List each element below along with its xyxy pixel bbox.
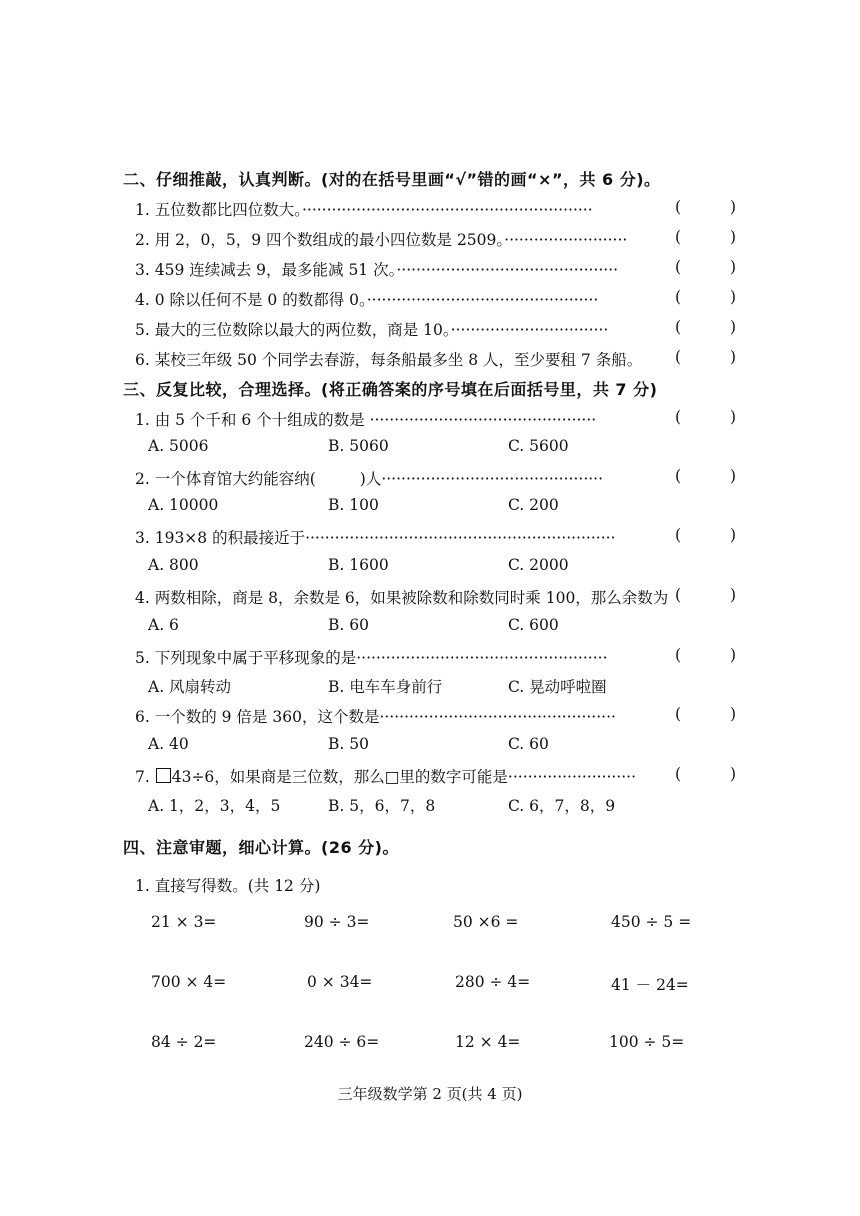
answer-paren-left: ( <box>675 467 682 485</box>
question-text: 1. 由 5 个千和 6 个十组成的数是 ·············································· <box>135 411 597 429</box>
section4-sub1: 1. 直接写得数。(共 12 分) <box>135 877 321 895</box>
section3-title: 三、反复比较，合理选择。(将正确答案的序号填在后面括号里，共 7 分) <box>123 380 658 399</box>
option-c: C. 晃动呼啦圈 <box>508 678 607 696</box>
choice-question-5 <box>135 646 737 670</box>
choice-options-3 <box>148 556 748 580</box>
option-c: C. 5600 <box>508 437 569 455</box>
question-text <box>135 467 603 489</box>
answer-paren-right: ) <box>730 526 737 544</box>
calc-item: 240 ÷ 6= <box>304 1033 380 1051</box>
choice-question-7 <box>135 765 737 789</box>
option-c: C. 200 <box>508 496 559 514</box>
blank-box-icon <box>156 768 171 783</box>
option-c: C. 2000 <box>508 556 569 574</box>
choice-question-3 <box>135 526 737 550</box>
answer-paren-left: ( <box>675 408 682 426</box>
choice-options-2 <box>148 496 748 520</box>
question-text-post: )人············································· <box>359 470 604 488</box>
option-a: A. 800 <box>148 556 199 574</box>
question-text: 3. 193×8 的积最接近于······························································· <box>135 529 616 547</box>
answer-paren-right: ) <box>730 705 737 723</box>
calc-item: 21 × 3= <box>151 913 217 931</box>
calc-item: 0 × 34= <box>307 973 373 991</box>
judge-item-text: 5. 最大的三位数除以最大的两位数，商是 10。································ <box>135 321 609 339</box>
judge-item-text: 1. 五位数都比四位数大。··························································· <box>135 201 593 219</box>
calc-item: 90 ÷ 3= <box>304 913 370 931</box>
answer-paren-right: ) <box>730 646 737 664</box>
choice-options-5 <box>148 675 748 699</box>
option-a: A. 1，2，3，4，5 <box>148 797 281 815</box>
option-a: A. 10000 <box>148 496 219 514</box>
answer-paren-right: ) <box>730 258 737 276</box>
option-a: A. 风扇转动 <box>148 678 232 696</box>
judge-item-5 <box>135 318 737 342</box>
question-text-post: 43÷6，如果商是三位数，那么□里的数字可能是·························· <box>171 768 637 786</box>
question-text <box>135 765 636 787</box>
choice-question-2 <box>135 467 737 491</box>
answer-paren-right: ) <box>730 765 737 783</box>
choice-question-1 <box>135 408 737 432</box>
judge-item-text: 2. 用 2，0，5，9 四个数组成的最小四位数是 2509。························· <box>135 231 628 249</box>
option-b: B. 100 <box>328 496 379 514</box>
calc-item: 50 ×6 = <box>453 913 519 931</box>
judge-item-text: 4. 0 除以任何不是 0 的数都得 0。··············································· <box>135 291 599 309</box>
question-text: 4. 两数相除，商是 8，余数是 6，如果被除数和除数同时乘 100，那么余数为 <box>135 589 669 607</box>
answer-paren-left: ( <box>675 198 682 216</box>
answer-paren-right: ) <box>730 348 737 366</box>
option-b: B. 1600 <box>328 556 389 574</box>
answer-paren-right: ) <box>730 467 737 485</box>
calc-item: 450 ÷ 5 = <box>611 913 692 931</box>
option-b: B. 5060 <box>328 437 389 455</box>
option-a: A. 5006 <box>148 437 209 455</box>
answer-paren-right: ) <box>730 198 737 216</box>
question-text-pre: 2. 一个体育馆大约能容纳( <box>135 470 316 488</box>
answer-paren-left: ( <box>675 586 682 604</box>
page-footer: 三年级数学第 2 页(共 4 页) <box>337 1085 523 1103</box>
answer-paren-left: ( <box>675 348 682 366</box>
calc-item: 280 ÷ 4= <box>455 973 531 991</box>
answer-paren-left: ( <box>675 526 682 544</box>
question-text-pre: 7. <box>135 768 155 786</box>
option-b: B. 50 <box>328 735 369 753</box>
answer-paren-right: ) <box>730 408 737 426</box>
answer-paren-left: ( <box>675 288 682 306</box>
choice-options-6 <box>148 735 748 759</box>
calc-item: 100 ÷ 5= <box>609 1033 685 1051</box>
option-a: A. 6 <box>148 616 179 634</box>
calc-item: 41 － 24= <box>611 976 689 994</box>
calc-item: 700 × 4= <box>151 973 227 991</box>
option-c: C. 600 <box>508 616 559 634</box>
option-b: B. 电车车身前行 <box>328 678 443 696</box>
judge-item-3 <box>135 258 737 282</box>
choice-options-7 <box>148 794 748 818</box>
answer-paren-right: ) <box>730 228 737 246</box>
answer-paren-left: ( <box>675 765 682 783</box>
choice-question-6 <box>135 705 737 729</box>
section4-title: 四、注意审题，细心计算。(26 分)。 <box>123 838 399 857</box>
option-b: B. 60 <box>328 616 369 634</box>
choice-options-4 <box>148 616 748 640</box>
answer-paren-right: ) <box>730 288 737 306</box>
judge-item-4 <box>135 288 737 312</box>
judge-item-text: 6. 某校三年级 50 个同学去春游，每条船最多坐 8 人，至少要租 7 条船。 <box>135 351 643 369</box>
answer-paren-right: ) <box>730 318 737 336</box>
judge-item-1 <box>135 198 737 222</box>
answer-paren-left: ( <box>675 228 682 246</box>
option-b: B. 5，6，7，8 <box>328 797 436 815</box>
option-c: C. 60 <box>508 735 549 753</box>
answer-paren-right: ) <box>730 586 737 604</box>
option-c: C. 6，7，8，9 <box>508 797 616 815</box>
judge-item-6 <box>135 348 737 372</box>
choice-options-1 <box>148 437 748 461</box>
answer-paren-left: ( <box>675 318 682 336</box>
judge-item-2 <box>135 228 737 252</box>
question-text: 5. 下列现象中属于平移现象的是··················································· <box>135 649 608 667</box>
choice-question-4 <box>135 586 737 610</box>
option-a: A. 40 <box>148 735 189 753</box>
judge-item-text: 3. 459 连续减去 9，最多能减 51 次。············································· <box>135 261 619 279</box>
answer-paren-left: ( <box>675 646 682 664</box>
answer-paren-left: ( <box>675 258 682 276</box>
section2-title: 二、仔细推敲，认真判断。(对的在括号里画“√”错的画“×”，共 6 分)。 <box>123 170 661 189</box>
calc-item: 84 ÷ 2= <box>151 1033 217 1051</box>
question-text: 6. 一个数的 9 倍是 360，这个数是················································ <box>135 708 616 726</box>
answer-paren-left: ( <box>675 705 682 723</box>
calc-item: 12 × 4= <box>455 1033 521 1051</box>
